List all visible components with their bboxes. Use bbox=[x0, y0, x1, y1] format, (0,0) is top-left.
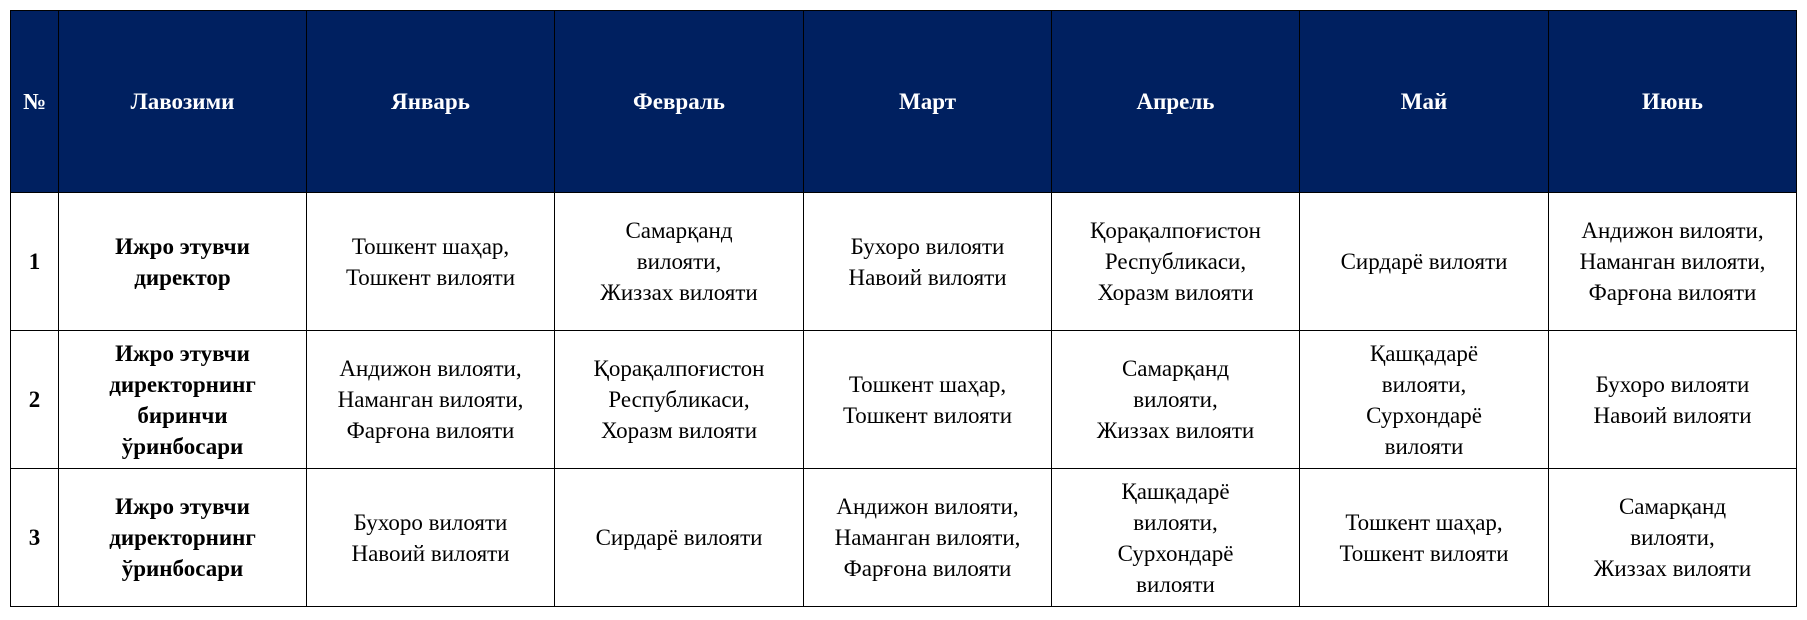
region-line: вилояти bbox=[1384, 433, 1464, 459]
region-line: Жиззах вилояти bbox=[600, 280, 758, 305]
region-line: Фарғона вилояти bbox=[843, 556, 1012, 581]
region-cell-march bbox=[804, 331, 1052, 469]
region-line: Наманган вилояти, bbox=[834, 525, 1021, 550]
region-line: Тошкент шаҳар, bbox=[848, 371, 1007, 397]
region-cell-january bbox=[307, 193, 555, 331]
region-line: Бухоро вилояти bbox=[850, 233, 1005, 259]
region-line: Республикаси, bbox=[608, 387, 750, 412]
position-line: директорнинг bbox=[109, 525, 256, 550]
region-cell-april bbox=[1052, 193, 1300, 331]
region-cell-january bbox=[307, 469, 555, 607]
position-line: биринчи bbox=[137, 402, 228, 428]
region-line: Навоий вилояти bbox=[848, 264, 1007, 290]
region-cell-may bbox=[1300, 331, 1549, 469]
region-line: Наманган вилояти, bbox=[1579, 249, 1766, 274]
region-line: Тошкент вилояти bbox=[842, 402, 1013, 428]
header-row bbox=[11, 11, 1797, 193]
header-cell-may: Май bbox=[1300, 11, 1549, 193]
position-line: ўринбосари bbox=[121, 556, 244, 581]
region-cell-june bbox=[1549, 331, 1797, 469]
header-cell-march: Март bbox=[804, 11, 1052, 193]
table-row bbox=[11, 469, 1797, 607]
region-cell-february bbox=[555, 469, 804, 607]
header-cell-position: Лавозими bbox=[59, 11, 307, 193]
header-cell-january: Январь bbox=[307, 11, 555, 193]
position-line: ўринбосари bbox=[121, 433, 244, 459]
region-line: Сурхондарё bbox=[1117, 540, 1234, 566]
region-line: Фарғона вилояти bbox=[346, 418, 515, 443]
region-line: Навоий вилояти bbox=[1593, 402, 1752, 428]
region-line: вилояти, bbox=[1133, 509, 1218, 535]
region-line: Тошкент вилояти bbox=[345, 264, 516, 290]
region-line: Андижон вилояти, bbox=[339, 356, 522, 381]
table-row bbox=[11, 193, 1797, 331]
region-line: Самарқанд bbox=[1618, 494, 1727, 519]
region-line: Наманган вилояти, bbox=[337, 387, 524, 412]
region-cell-march bbox=[804, 193, 1052, 331]
region-cell-february bbox=[555, 331, 804, 469]
region-cell-march bbox=[804, 469, 1052, 607]
header-cell-number: № bbox=[11, 11, 59, 193]
region-line: Жиззах вилояти bbox=[1096, 418, 1255, 443]
region-line: Фарғона вилояти bbox=[1588, 280, 1757, 305]
region-cell-february bbox=[555, 193, 804, 331]
schedule-table-wrapper bbox=[10, 10, 1797, 607]
region-cell-january bbox=[307, 331, 555, 469]
region-line: Бухоро вилояти bbox=[1595, 371, 1750, 397]
region-line: Сирдарё вилояти bbox=[1340, 249, 1508, 274]
table-body bbox=[11, 193, 1797, 607]
region-line: вилояти, bbox=[636, 249, 722, 274]
position-line: директор bbox=[134, 264, 231, 290]
header-cell-april: Апрель bbox=[1052, 11, 1300, 193]
header-cell-february: Февраль bbox=[555, 11, 804, 193]
region-line: Тошкент вилояти bbox=[1339, 540, 1509, 566]
position-line: Ижро этувчи bbox=[115, 233, 250, 259]
region-line: Сирдарё вилояти bbox=[595, 525, 763, 550]
row-number-cell: 1 bbox=[11, 193, 59, 331]
schedule-table bbox=[10, 10, 1797, 607]
region-line: Бухоро вилояти bbox=[353, 509, 508, 535]
region-line: Республикаси, bbox=[1104, 249, 1247, 274]
position-line: Ижро этувчи bbox=[115, 340, 250, 366]
region-line: Самарқанд bbox=[625, 218, 733, 243]
region-line: Қорақалпоғистон bbox=[1090, 218, 1261, 243]
region-line: Жиззах вилояти bbox=[1593, 556, 1752, 581]
region-line: Қорақалпоғистон bbox=[593, 356, 765, 381]
region-line: Навоий вилояти bbox=[351, 540, 510, 566]
position-cell bbox=[59, 469, 307, 607]
region-line: Тошкент шаҳар, bbox=[1345, 509, 1503, 535]
region-cell-april bbox=[1052, 331, 1300, 469]
region-line: Андижон вилояти, bbox=[1581, 218, 1764, 243]
region-cell-may bbox=[1300, 469, 1549, 607]
row-number-cell: 3 bbox=[11, 469, 59, 607]
region-line: Қашқадарё bbox=[1121, 478, 1230, 504]
region-line: Андижон вилояти, bbox=[836, 494, 1019, 519]
position-line: Ижро этувчи bbox=[115, 494, 250, 519]
region-line: Самарқанд bbox=[1121, 356, 1230, 381]
region-cell-may bbox=[1300, 193, 1549, 331]
region-line: Тошкент шаҳар, bbox=[351, 233, 510, 259]
region-line: вилояти bbox=[1136, 571, 1215, 597]
region-cell-april bbox=[1052, 469, 1300, 607]
region-line: вилояти, bbox=[1630, 525, 1715, 550]
position-cell bbox=[59, 331, 307, 469]
table-row bbox=[11, 331, 1797, 469]
row-number-cell: 2 bbox=[11, 331, 59, 469]
region-line: вилояти, bbox=[1381, 371, 1467, 397]
region-line: Сурхондарё bbox=[1366, 402, 1482, 428]
region-line: Қашқадарё bbox=[1369, 340, 1479, 366]
header-cell-june: Июнь bbox=[1549, 11, 1797, 193]
region-cell-june bbox=[1549, 193, 1797, 331]
position-line: директорнинг bbox=[109, 371, 256, 397]
region-cell-june bbox=[1549, 469, 1797, 607]
region-line: Хоразм вилояти bbox=[600, 418, 758, 443]
region-line: Хоразм вилояти bbox=[1097, 280, 1254, 305]
position-cell bbox=[59, 193, 307, 331]
region-line: вилояти, bbox=[1133, 387, 1218, 412]
